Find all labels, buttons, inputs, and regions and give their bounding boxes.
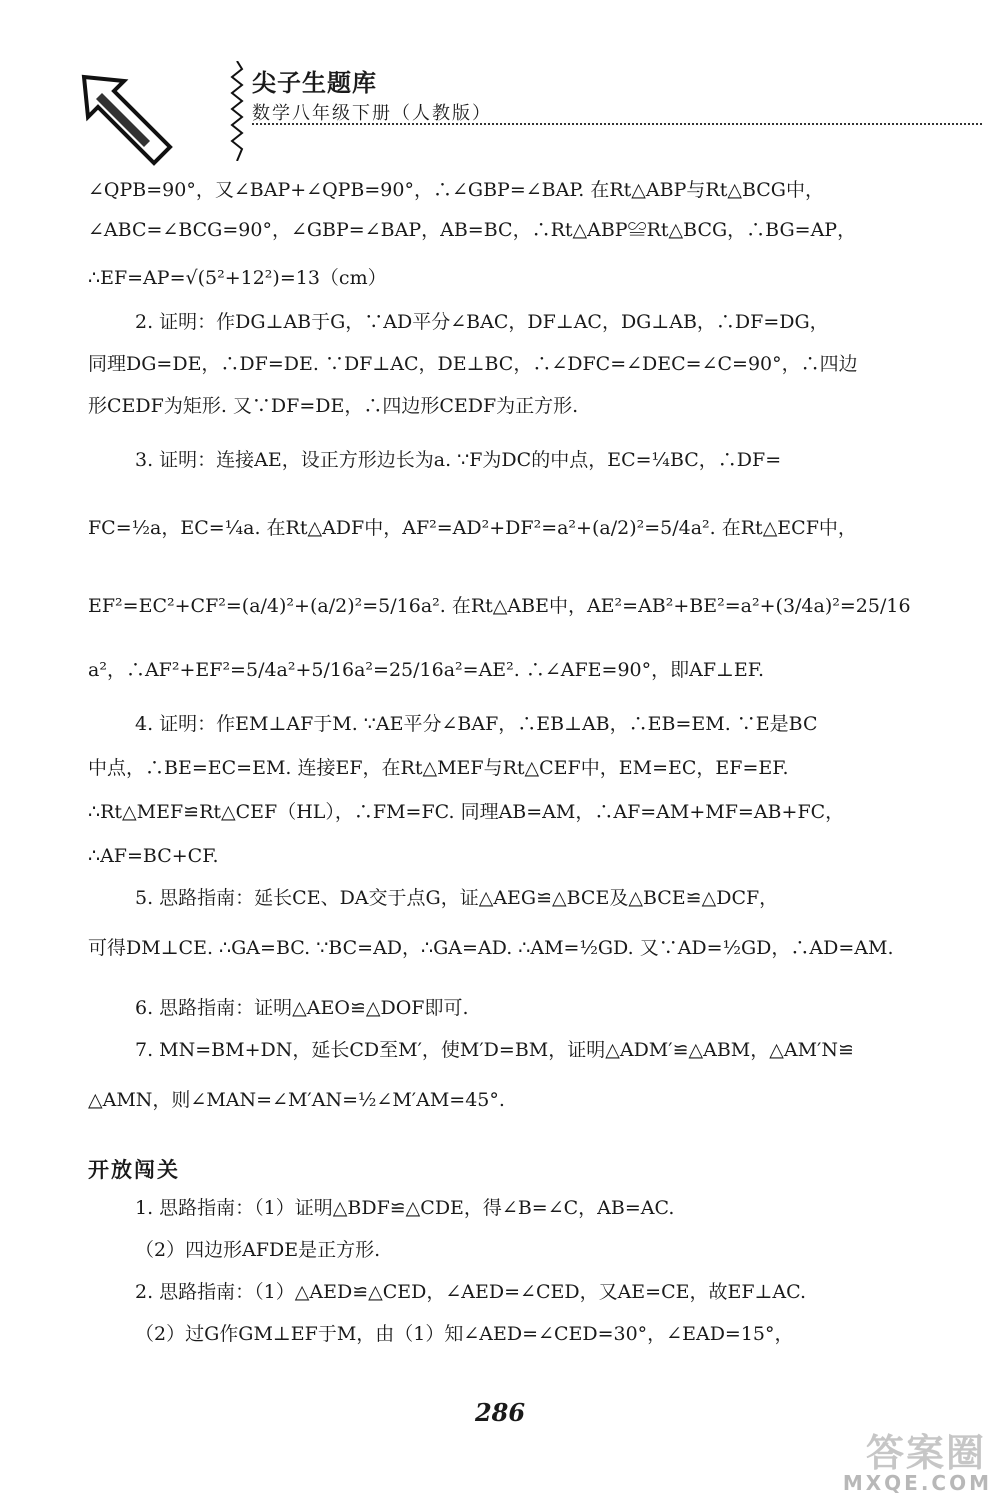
text-line: EF²=EC²+CF²=(a/4)²+(a/2)²=5/16a². 在Rt△ABE中，AE²=AB²+BE²=a²+(3/4a)²=25/16 bbox=[88, 595, 911, 617]
text-line: ∠QPB=90°，又∠BAP+∠QPB=90°，∴∠GBP=∠BAP. 在Rt△ABP与Rt△BCG中， bbox=[88, 179, 824, 201]
text-line: （2）过G作GM⊥EF于M，由（1）知∠AED=∠CED=30°，∠EAD=15°， bbox=[135, 1323, 794, 1345]
section-title: 开放闯关 bbox=[88, 1158, 180, 1182]
watermark bbox=[772, 1420, 992, 1495]
text-line: 5. 思路指南：延长CE、DA交于点G，证△AEG≌△BCE及△BCE≌△DCF， bbox=[135, 887, 779, 909]
arrow-logo-icon bbox=[80, 73, 175, 168]
text-line: 7. MN=BM+DN，延长CD至M′，使M′D=BM，证明△ADM′≌△ABM，△AM′N≌ bbox=[135, 1039, 854, 1061]
text-line: ∴EF=AP=√(5²+12²)=13（cm） bbox=[88, 267, 387, 289]
header-dotted-rule bbox=[252, 123, 982, 125]
text-line: （2）四边形AFDE是正方形. bbox=[135, 1239, 381, 1261]
text-line: ∠ABC=∠BCG=90°，∠GBP=∠BAP，AB=BC，∴Rt△ABP≌Rt△BCG，∴BG=AP， bbox=[88, 219, 857, 241]
text-line: 中点，∴BE=EC=EM. 连接EF，在Rt△MEF与Rt△CEF中，EM=EC，EF=EF. bbox=[88, 757, 789, 779]
watermark-url: MXQE.COM bbox=[842, 1471, 992, 1495]
text-line: 形CEDF为矩形. 又∵DF=DE，∴四边形CEDF为正方形. bbox=[88, 395, 579, 417]
text-line: 1. 思路指南：（1）证明△BDF≌△CDE，得∠B=∠C，AB=AC. bbox=[135, 1197, 675, 1219]
book-subtitle: 数学八年级下册（人教版） bbox=[252, 103, 492, 124]
text-line: 同理DG=DE，∴DF=DE. ∵DF⊥AC，DE⊥BC，∴∠DFC=∠DEC=∠C=90°，∴四边 bbox=[88, 353, 858, 375]
page-header bbox=[80, 55, 910, 165]
book-title: 尖子生题库 bbox=[252, 69, 377, 97]
page-number: 286 bbox=[474, 1398, 526, 1427]
text-line: 6. 思路指南：证明△AEO≌△DOF即可. bbox=[135, 997, 469, 1019]
text-line: △AMN，则∠MAN=∠M′AN=½∠M′AM=45°. bbox=[88, 1089, 505, 1111]
text-line: 4. 证明：作EM⊥AF于M. ∵AE平分∠BAF，∴EB⊥AB，∴EB=EM. ∵E是BC bbox=[135, 713, 818, 735]
watermark-logo-text: 答案圈 bbox=[865, 1431, 986, 1475]
text-line: ∴Rt△MEF≌Rt△CEF（HL），∴FM=FC. 同理AB=AM，∴AF=AM+MF=AB+FC， bbox=[88, 801, 845, 823]
zigzag-divider-icon bbox=[230, 61, 244, 161]
text-line: 2. 思路指南：（1）△AED≌△CED，∠AED=∠CED，又AE=CE，故EF⊥AC. bbox=[135, 1281, 807, 1303]
text-line: a²，∴AF²+EF²=5/4a²+5/16a²=25/16a²=AE². ∴∠AFE=90°，即AF⊥EF. bbox=[88, 659, 765, 681]
text-line: ∴AF=BC+CF. bbox=[88, 845, 219, 867]
text-line: 2. 证明：作DG⊥AB于G，∵AD平分∠BAC，DF⊥AC，DG⊥AB，∴DF=DG， bbox=[135, 311, 829, 333]
text-line: 3. 证明：连接AE，设正方形边长为a. ∵F为DC的中点，EC=¼BC，∴DF= bbox=[135, 449, 782, 471]
text-line: FC=½a，EC=¼a. 在Rt△ADF中，AF²=AD²+DF²=a²+(a/2)²=5/4a². 在Rt△ECF中， bbox=[88, 517, 857, 539]
text-line: 可得DM⊥CE. ∴GA=BC. ∵BC=AD，∴GA=AD. ∴AM=½GD. 又∵AD=½GD，∴AD=AM. bbox=[88, 937, 894, 959]
